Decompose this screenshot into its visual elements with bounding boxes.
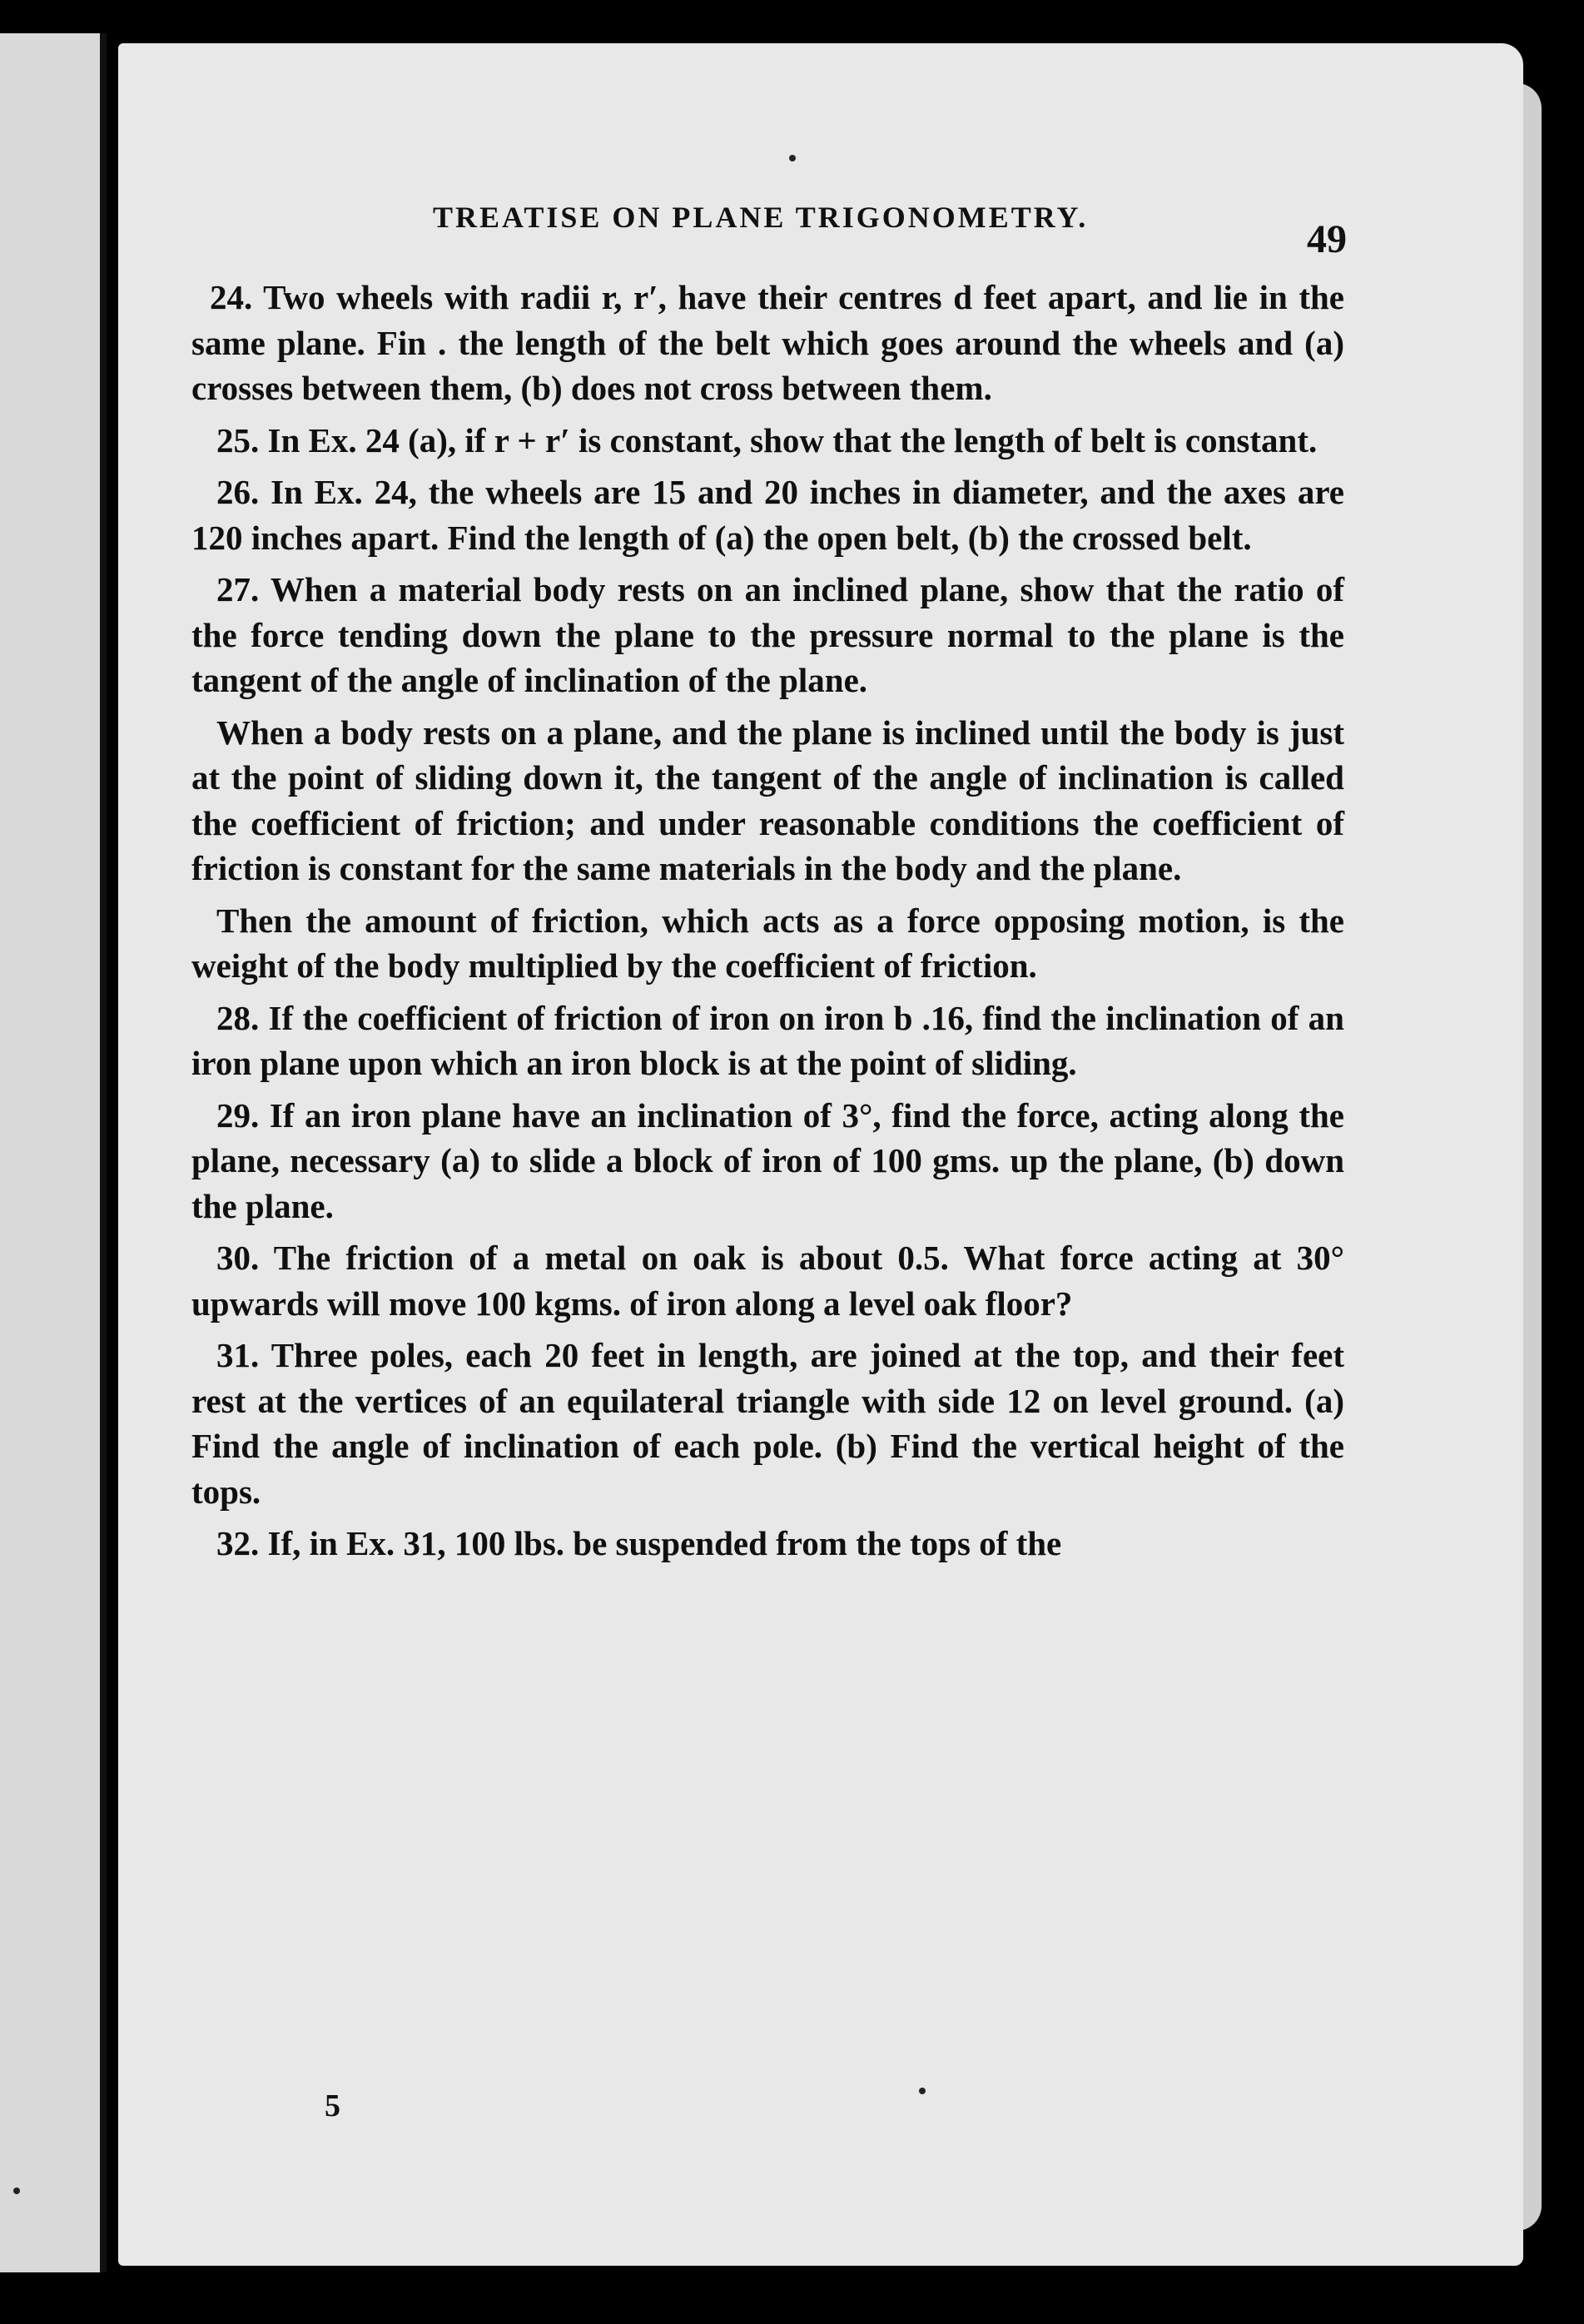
speck bbox=[13, 2187, 20, 2194]
page-number: 49 bbox=[1307, 217, 1347, 261]
adjacent-page-edge bbox=[0, 33, 107, 2272]
exercise-25: 25. In Ex. 24 (a), if r + r′ is constant, show that the length of belt is constant. bbox=[216, 420, 1318, 459]
page-body bbox=[191, 275, 1344, 1573]
running-title: TREATISE ON PLANE TRIGONOMETRY. bbox=[433, 201, 1089, 234]
speck bbox=[919, 2088, 926, 2094]
exercise-31: 31. Three poles, each 20 feet in length, are joined at the top, and their feet rest at the vertices of an equilateral triangle with side 12 on level ground. (a) Find the angle of inclination of each pole. (b) Find the vertical height of the tops. bbox=[191, 1336, 1344, 1511]
exercise-32: 32. If, in Ex. 31, 100 lbs. be suspended from the tops of the bbox=[216, 1524, 1062, 1562]
friction-amount: Then the amount of friction, which acts as a force opposing motion, is the weight of the body multiplied by the coefficient of friction. bbox=[191, 901, 1344, 985]
speck bbox=[789, 155, 796, 161]
exercise-28: 28. If the coefficient of friction of iron on iron b .16, find the inclination of an iron plane upon which an iron block is at the point of sliding. bbox=[191, 998, 1344, 1082]
exercise-29: 29. If an iron plane have an inclination of 3°, find the force, acting along the plane, necessary (a) to slide a block of iron of 100 gms. up the plane, (b) down the plane. bbox=[191, 1095, 1344, 1225]
exercise-24: 24. Two wheels with radii r, r′, have their centres d feet apart, and lie in the same plane. Fin . the length of the belt which goes around the wheels and (a) crosses between them, (b) does not cross between them. bbox=[191, 278, 1344, 407]
signature-mark: 5 bbox=[325, 2088, 340, 2123]
exercise-26: 26. In Ex. 24, the wheels are 15 and 20 inches in diameter, and the axes are 120 inches apart. Find the length of (a) the open belt, (b) the crossed belt. bbox=[191, 473, 1344, 557]
exercise-27: 27. When a material body rests on an inclined plane, show that the ratio of the force tending down the plane to the pressure normal to the plane is the tangent of the angle of inclination of the plane. bbox=[191, 570, 1344, 699]
friction-definition: When a body rests on a plane, and the plane is inclined until the body is just at the point of sliding down it, the tangent of the angle of inclination is called the coefficient of friction; and under reasonable conditions the coefficient of friction is constant for the same materials in the body and the plane. bbox=[191, 713, 1344, 887]
exercise-30: 30. The friction of a metal on oak is about 0.5. What force acting at 30° upwards will move 100 kgms. of iron along a level oak floor? bbox=[191, 1239, 1344, 1323]
